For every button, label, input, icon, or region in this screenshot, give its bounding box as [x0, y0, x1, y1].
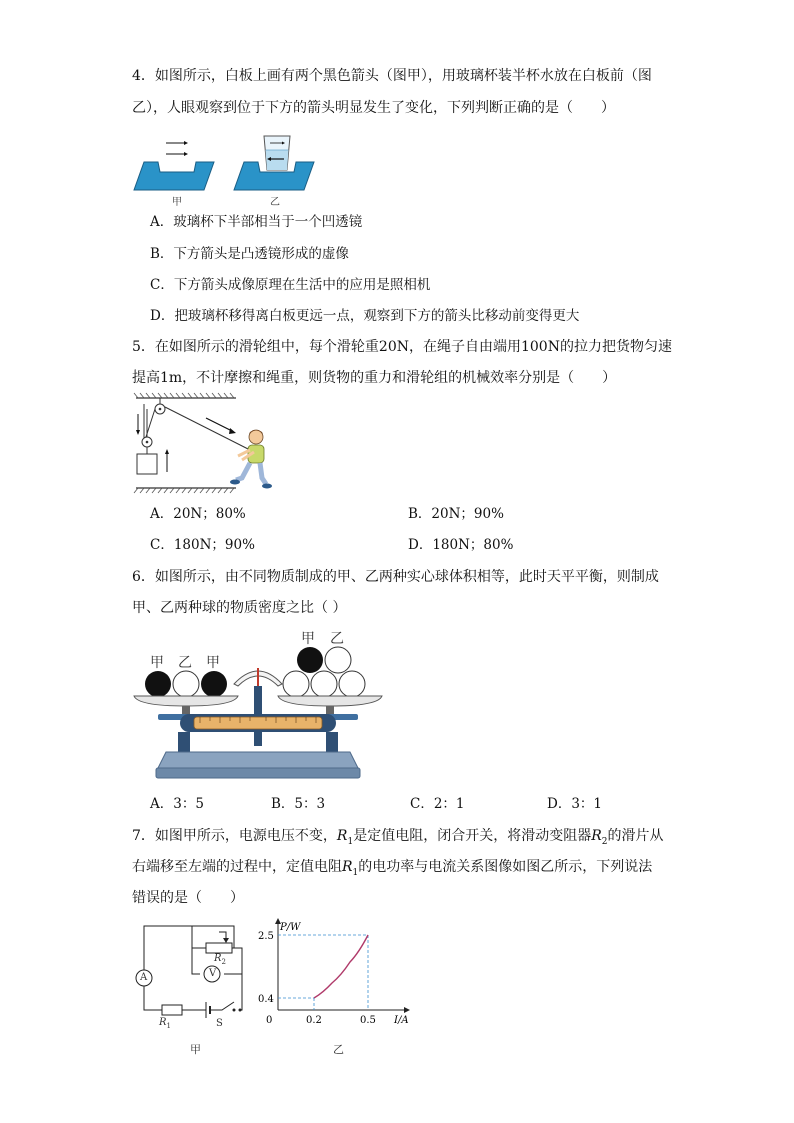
q5-option-d[interactable]: D．180N；80% [408, 537, 514, 553]
graph-x-tick-1: 0.2 [306, 1015, 322, 1026]
q6-left-label-2: 乙 [178, 655, 192, 671]
q7-text-line3: 错误的是（ ） [132, 890, 244, 906]
q7-voltmeter-label: V [209, 968, 217, 979]
q4-figure-label-left: 甲 [172, 197, 182, 208]
q5-option-c[interactable]: C．180N；90% [150, 537, 255, 553]
q5-option-a[interactable]: A．20N；80% [150, 506, 246, 522]
q6-option-b[interactable]: B．5：3 [271, 796, 326, 812]
q6-option-c[interactable]: C．2：1 [410, 796, 465, 812]
q6-option-d[interactable]: D．3：1 [547, 796, 603, 812]
graph-x-tick-0: 0 [266, 1015, 273, 1026]
q7-r1-symbol: R [336, 828, 348, 844]
q6-text-line2: 甲、乙两种球的物质密度之比（ ） [132, 600, 347, 616]
graph-x-arrow [404, 1007, 410, 1013]
q7-r1-sub: 1 [347, 836, 354, 847]
q7-line1-part-c: 的滑片从 [607, 828, 664, 844]
q4-figure-label-right: 乙 [270, 197, 280, 208]
q7-line1-part-a: 7．如图甲所示，电源电压不变， [132, 828, 337, 844]
q7-r2-label-sub: 2 [221, 958, 226, 966]
q7-r1-label-symbol: R [159, 1017, 167, 1028]
q7-line1-part-b: 是定值电阻，闭合开关，将滑动变阻器 [353, 828, 592, 844]
q4-option-c[interactable]: C．下方箭头成像原理在生活中的应用是照相机 [150, 277, 431, 293]
q7-line2-part-a: 右端移至左端的过程中，定值电阻 [132, 859, 342, 875]
q4-option-a[interactable]: A．玻璃杯下半部相当于一个凹透镜 [150, 214, 363, 230]
q7-line2-part-b: 的电功率与电流关系图像如图乙所示，下列说法 [358, 859, 653, 875]
graph-x-tick-2: 0.5 [360, 1015, 376, 1026]
q7-circuit-caption: 甲 [190, 1043, 201, 1056]
graph-y-tick-0: 0.4 [258, 994, 274, 1005]
q7-r2-sub: 2 [601, 836, 608, 847]
q7-r1-label-sub: 1 [166, 1022, 171, 1030]
q7-ammeter-label: A [140, 972, 148, 983]
q6-option-a[interactable]: A．3：5 [150, 796, 204, 812]
q7-r1-sub-2: 1 [352, 867, 359, 878]
q7-graph-caption: 乙 [333, 1043, 344, 1056]
q4-text-line2: 乙），人眼观察到位于下方的箭头明显发生了变化，下列判断正确的是（ ） [132, 100, 615, 116]
q6-left-label-3: 甲 [206, 655, 220, 671]
q7-r1-symbol-2: R [342, 859, 353, 875]
graph-x-label: I/A [394, 1015, 409, 1026]
q7-r2-symbol: R [591, 828, 602, 844]
q4-option-b[interactable]: B．下方箭头是凸透镜形成的虚像 [150, 246, 349, 262]
q6-right-label-2: 乙 [330, 631, 344, 647]
q4-text-line1: 4．如图所示，白板上画有两个黑色箭头（图甲），用玻璃杯装半杯水放在白板前（图 [132, 68, 652, 84]
q5-option-b[interactable]: B．20N；90% [408, 506, 504, 522]
graph-series-line [314, 935, 368, 998]
q5-text-line1: 5．在如图所示的滑轮组中，每个滑轮重20N，在绳子自由端用100N的拉力把货物匀速 [132, 339, 672, 355]
q6-text-line1: 6．如图所示，由不同物质制成的甲、乙两种实心球体积相等，此时天平平衡，则制成 [132, 569, 659, 585]
q7-switch-label: S [216, 1018, 223, 1029]
q6-right-label-1: 甲 [301, 631, 315, 647]
q5-text-line2: 提高1m，不计摩擦和绳重，则货物的重力和滑轮组的机械效率分别是（ ） [132, 370, 617, 386]
q4-option-d[interactable]: D．把玻璃杯移得离白板更远一点，观察到下方的箭头比移动前变得更大 [150, 308, 580, 324]
q6-left-label-1: 甲 [150, 655, 164, 671]
graph-y-tick-1: 2.5 [258, 931, 274, 942]
graph-y-label: P/W [280, 922, 301, 933]
q7-r2-label-symbol: R [214, 953, 222, 964]
